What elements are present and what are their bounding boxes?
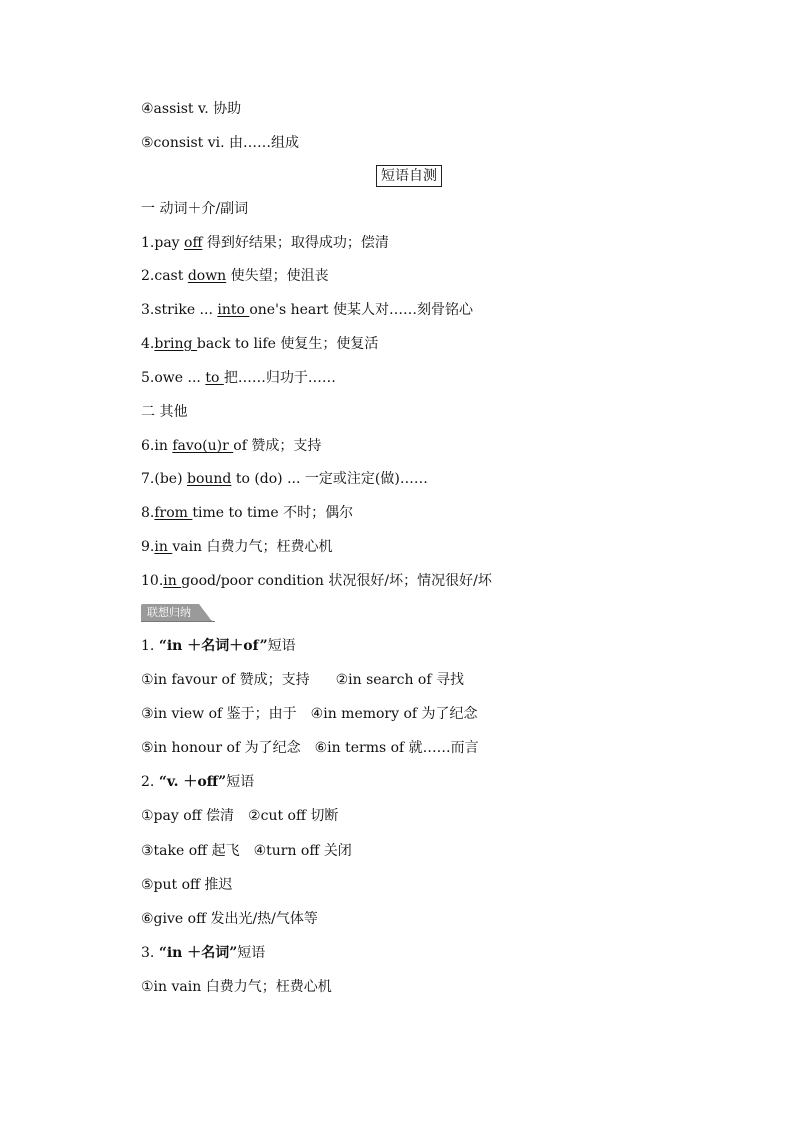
phrase-item: 8.from time to time 不时；偶尔 bbox=[141, 505, 354, 521]
answer-blank: into bbox=[217, 302, 250, 318]
summary-title-1: 1. “in ＋名词＋of”短语 bbox=[141, 638, 296, 654]
group-title-verb-phrases: 一 动词＋介/副词 bbox=[141, 201, 249, 217]
vocab-item-assist: ④assist v. 协助 bbox=[141, 101, 242, 117]
vocab-item-consist: ⑤consist vi. 由……组成 bbox=[141, 135, 300, 151]
phrase-item: 3.strike ... into one's heart 使某人对……刻骨铭心 bbox=[141, 302, 473, 318]
answer-blank: in bbox=[154, 539, 173, 555]
answer-blank: favo(u)r bbox=[172, 438, 234, 454]
phrase-item: 1.pay off 得到好结果；取得成功；偿清 bbox=[141, 235, 389, 251]
tag-label: 联想归纳 bbox=[147, 606, 191, 619]
phrase-item: 4.bring back to life 使复生；使复活 bbox=[141, 336, 379, 352]
phrase-item: 5.owe ... to 把……归功于…… bbox=[141, 370, 336, 386]
phrase-item: 6.in favo(u)r of 赞成；支持 bbox=[141, 438, 322, 454]
summary-row: ①in favour of 赞成；支持 ②in search of 寻找 bbox=[141, 672, 464, 688]
answer-blank: bring bbox=[154, 336, 197, 352]
phrase-item: 9.in vain 白费力气；枉费心机 bbox=[141, 539, 333, 555]
phrase-item: 7.(be) bound to (do) ... 一定或注定(做)…… bbox=[141, 471, 428, 487]
summary-row: ①in vain 白费力气；枉费心机 bbox=[141, 979, 332, 995]
summary-title-3: 3. “in ＋名词”短语 bbox=[141, 945, 266, 961]
answer-blank: from bbox=[154, 505, 193, 521]
association-summary-tag bbox=[141, 604, 215, 622]
answer-blank: bound bbox=[186, 471, 232, 487]
summary-row: ⑤put off 推迟 bbox=[141, 877, 233, 893]
phrase-item: 10.in good/poor condition 状况很好/坏；情况很好/坏 bbox=[141, 573, 492, 589]
group-title-other: 二 其他 bbox=[141, 404, 188, 420]
summary-title-2: 2. “v. ＋off”短语 bbox=[141, 774, 255, 790]
summary-row: ⑤in honour of 为了纪念 ⑥in terms of 就……而言 bbox=[141, 740, 479, 756]
summary-row: ①pay off 偿清 ②cut off 切断 bbox=[141, 808, 339, 824]
phrase-item: 2.cast down 使失望；使沮丧 bbox=[141, 268, 329, 284]
answer-blank: in bbox=[163, 573, 182, 589]
summary-row: ⑥give off 发出光/热/气体等 bbox=[141, 911, 318, 927]
answer-blank: down bbox=[187, 268, 227, 284]
answer-blank: off bbox=[184, 235, 203, 251]
summary-row: ③in view of 鉴于；由于 ④in memory of 为了纪念 bbox=[141, 706, 478, 722]
section-heading-box: 短语自测 bbox=[376, 165, 442, 187]
answer-blank: to bbox=[205, 370, 224, 386]
summary-row: ③take off 起飞 ④turn off 关闭 bbox=[141, 843, 352, 859]
